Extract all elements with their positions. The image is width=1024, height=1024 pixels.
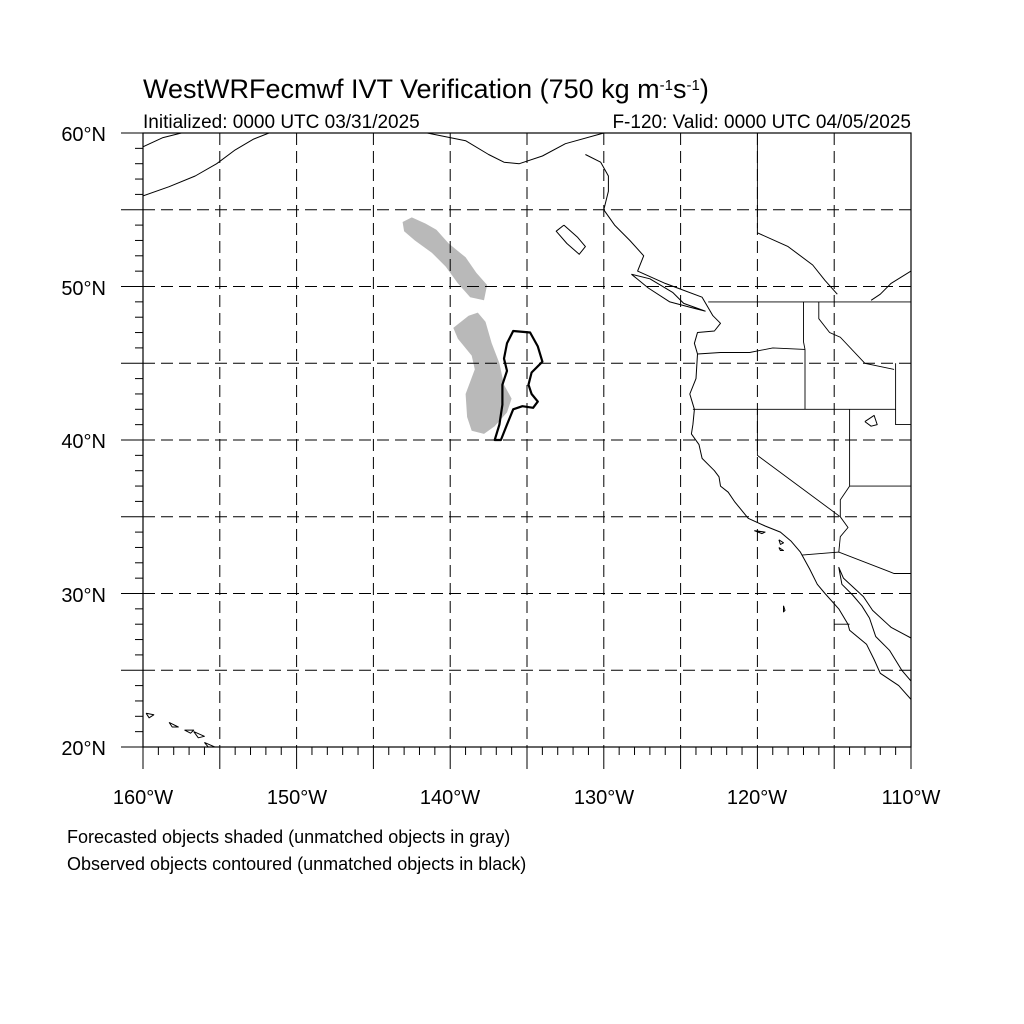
border-12 (839, 517, 848, 552)
coastline-5 (631, 274, 705, 311)
lat-label-40n: 40°N (61, 431, 106, 453)
lon-label-150w: 150°W (266, 787, 328, 809)
border-5 (804, 302, 806, 350)
valid-time-label: F-120: Valid: 0000 UTC 04/05/2025 (612, 112, 911, 133)
coastline-2 (143, 133, 181, 147)
coastline-9 (185, 730, 194, 733)
chart-title: WestWRFecmwf IVT Verification (750 kg $m^{-1}s^{-1}$) (143, 74, 709, 104)
lat-label-30n: 30°N (61, 585, 106, 607)
lat-label-50n: 50°N (61, 278, 106, 300)
coastline-1 (143, 133, 269, 196)
border-4 (698, 348, 806, 354)
map-area (143, 133, 926, 752)
border-7 (840, 409, 849, 517)
coastline-12 (865, 415, 877, 426)
coastline-4 (839, 567, 911, 681)
coastline-7 (146, 713, 154, 718)
border-11 (802, 552, 911, 573)
coastline-3 (585, 155, 911, 700)
border-8 (757, 409, 840, 517)
init-time-label: Initialized: 0000 UTC 03/31/2025 (143, 112, 420, 133)
border-10 (896, 363, 911, 424)
lon-label-110w: 110°W (881, 787, 941, 809)
coastline-6 (556, 225, 585, 254)
lon-label-140w: 140°W (419, 787, 481, 809)
forecast-object-south (453, 313, 511, 434)
legend-observed-note: Observed objects contoured (unmatched objects in black) (67, 854, 527, 874)
coastline-0 (427, 133, 680, 164)
border-6 (819, 302, 894, 370)
lat-label-60n: 60°N (61, 124, 106, 146)
coastline-15 (779, 548, 784, 551)
forecast-object-north (403, 217, 488, 300)
lon-label-120w: 120°W (726, 787, 788, 809)
coastline-16 (784, 606, 786, 612)
lat-label-20n: 20°N (61, 738, 106, 760)
coastline-18 (757, 233, 837, 294)
coastline-13 (754, 531, 765, 534)
lon-label-130w: 130°W (573, 787, 635, 809)
coastline-19 (911, 133, 926, 136)
observed-object (495, 331, 543, 440)
coastline-14 (779, 540, 784, 545)
coastline-17 (871, 271, 911, 300)
coastline-10 (194, 732, 205, 738)
coastline-8 (169, 722, 178, 727)
lon-label-160w: 160°W (112, 787, 174, 809)
legend-forecast-note: Forecasted objects shaded (unmatched objects in gray) (67, 827, 511, 847)
axis-ticks (121, 133, 911, 769)
